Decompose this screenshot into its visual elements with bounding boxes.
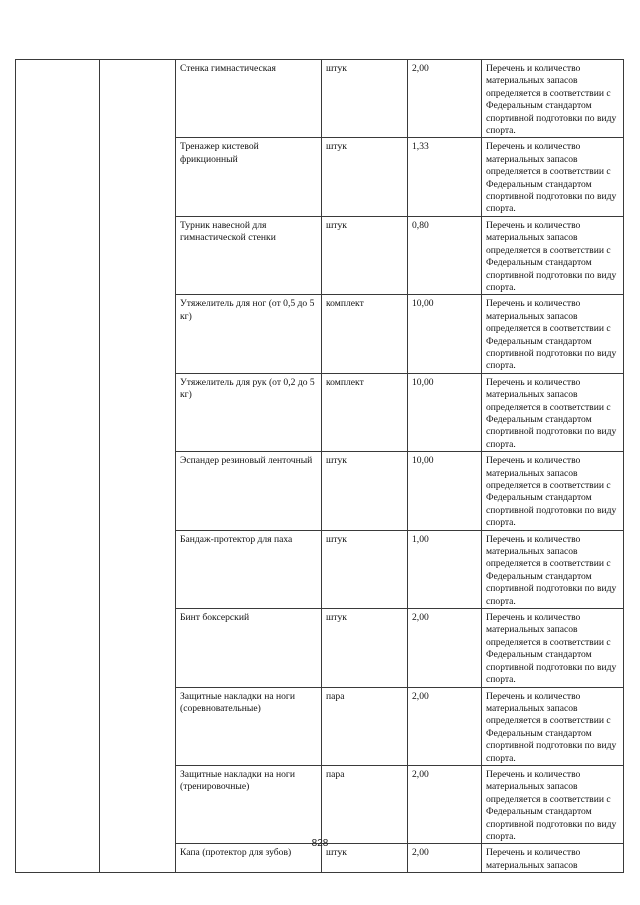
item-name-cell: Утяжелитель для ног (от 0,5 до 5 кг) (176, 295, 322, 373)
unit-cell: штук (322, 216, 408, 294)
quantity-cell: 0,80 (408, 216, 482, 294)
unit-cell: пара (322, 687, 408, 765)
note-cell: Перечень и количество материальных запасов определяется в соответствии с Федеральным стандартом спортивной подготовки по виду спорта. (482, 765, 624, 843)
quantity-cell: 2,00 (408, 844, 482, 873)
unit-cell: штук (322, 138, 408, 216)
note-cell: Перечень и количество материальных запасов (482, 844, 624, 873)
item-name-cell: Эспандер резиновый ленточный (176, 452, 322, 530)
item-name-cell: Бинт боксерский (176, 609, 322, 687)
unit-cell: штук (322, 60, 408, 138)
note-cell: Перечень и количество материальных запасов определяется в соответствии с Федеральным стандартом спортивной подготовки по виду спорта. (482, 295, 624, 373)
unit-cell: штук (322, 452, 408, 530)
note-cell: Перечень и количество материальных запасов определяется в соответствии с Федеральным стандартом спортивной подготовки по виду спорта. (482, 373, 624, 451)
quantity-cell: 10,00 (408, 295, 482, 373)
equipment-table (15, 59, 624, 873)
quantity-cell: 1,00 (408, 530, 482, 608)
quantity-cell: 10,00 (408, 373, 482, 451)
item-name-cell: Бандаж-протектор для паха (176, 530, 322, 608)
unit-cell: штук (322, 609, 408, 687)
quantity-cell: 10,00 (408, 452, 482, 530)
item-name-cell: Капа (протектор для зубов) (176, 844, 322, 873)
quantity-cell: 2,00 (408, 765, 482, 843)
unit-cell: пара (322, 765, 408, 843)
item-name-cell: Стенка гимнастическая (176, 60, 322, 138)
quantity-cell: 2,00 (408, 60, 482, 138)
item-name-cell: Тренажер кистевой фрикционный (176, 138, 322, 216)
item-name-cell: Защитные накладки на ноги (тренировочные) (176, 765, 322, 843)
item-name-cell: Защитные накладки на ноги (соревновательные) (176, 687, 322, 765)
note-cell: Перечень и количество материальных запасов определяется в соответствии с Федеральным стандартом спортивной подготовки по виду спорта. (482, 687, 624, 765)
unit-cell: комплект (322, 373, 408, 451)
unit-cell: штук (322, 530, 408, 608)
empty-column-1 (16, 60, 100, 873)
page-number: 828 (311, 838, 329, 849)
note-cell: Перечень и количество материальных запасов определяется в соответствии с Федеральным стандартом спортивной подготовки по виду спорта. (482, 530, 624, 608)
quantity-cell: 2,00 (408, 687, 482, 765)
quantity-cell: 1,33 (408, 138, 482, 216)
item-name-cell: Турник навесной для гимнастической стенки (176, 216, 322, 294)
empty-column-2 (100, 60, 176, 873)
item-name-cell: Утяжелитель для рук (от 0,2 до 5 кг) (176, 373, 322, 451)
unit-cell: комплект (322, 295, 408, 373)
note-cell: Перечень и количество материальных запасов определяется в соответствии с Федеральным стандартом спортивной подготовки по виду спорта. (482, 452, 624, 530)
table-row (16, 60, 624, 138)
note-cell: Перечень и количество материальных запасов определяется в соответствии с Федеральным стандартом спортивной подготовки по виду спорта. (482, 216, 624, 294)
note-cell: Перечень и количество материальных запасов определяется в соответствии с Федеральным стандартом спортивной подготовки по виду спорта. (482, 609, 624, 687)
quantity-cell: 2,00 (408, 609, 482, 687)
unit-cell: штук (322, 844, 408, 873)
note-cell: Перечень и количество материальных запасов определяется в соответствии с Федеральным стандартом спортивной подготовки по виду спорта. (482, 60, 624, 138)
note-cell: Перечень и количество материальных запасов определяется в соответствии с Федеральным стандартом спортивной подготовки по виду спорта. (482, 138, 624, 216)
